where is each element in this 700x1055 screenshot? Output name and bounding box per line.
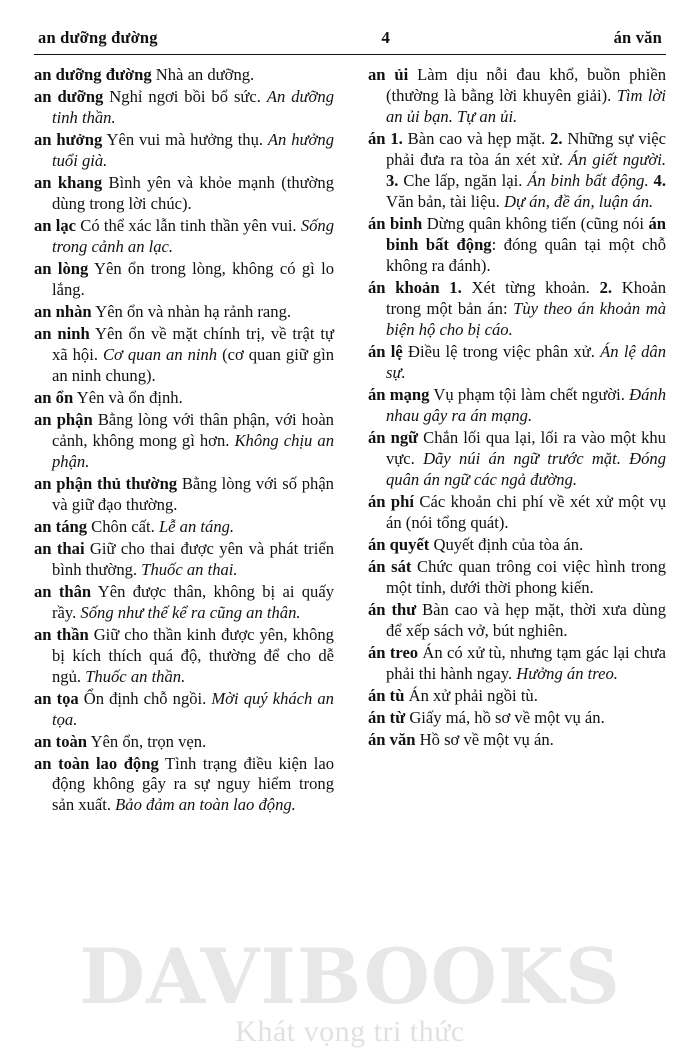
entry-definition: Nhà an dưỡng. — [151, 65, 255, 84]
body-columns — [34, 65, 666, 1010]
entry-headword: an dưỡng đường — [34, 65, 152, 84]
entry-headword: án quyết — [368, 534, 430, 554]
entry-headword: an ủi — [368, 65, 409, 84]
entry-headword: án văn — [368, 729, 416, 749]
dictionary-entry — [368, 385, 666, 427]
entry-definition: 1. Bàn cao và hẹp mặt. 2. Những sự việc phải đưa ra tòa án xét xử. Án giết người. 3. Che lấp, ngăn lại. Án binh bất động. 4. Văn bản, tài liệu. Dự án, đề án, luận án. — [386, 128, 666, 211]
entry-headword: án từ — [368, 707, 406, 727]
dictionary-entry — [368, 428, 666, 491]
dictionary-entry — [34, 754, 334, 817]
dictionary-entry — [368, 557, 666, 599]
dictionary-entry — [34, 410, 334, 473]
running-head-right: án văn — [613, 28, 662, 47]
dictionary-entry — [34, 324, 334, 387]
entry-definition: Bằng lòng với thân phận, với hoàn cảnh, không mong gì hơn. Không chịu an phận. — [52, 409, 335, 471]
watermark-sub: Khát vọng tri thức — [235, 1015, 465, 1048]
entry-definition: Yên vui mà hưởng thụ. An hưởng tuổi già. — [52, 129, 334, 170]
dictionary-entry — [34, 87, 334, 129]
entry-definition: Hồ sơ về một vụ án. — [415, 729, 554, 749]
entry-definition: Tình trạng điều kiện lao động không gây ra sự nguy hiểm trong sản xuất. Bảo đảm an toàn lao động. — [52, 753, 334, 815]
dictionary-entry — [368, 278, 666, 341]
entry-definition: Chôn cất. Lễ an táng. — [87, 516, 235, 536]
entry-definition: Bình yên và khỏe mạnh (thường dùng trong lời chúc). — [52, 172, 334, 213]
entry-headword: an toàn lao động — [34, 753, 159, 773]
entry-headword: án tù — [368, 685, 405, 705]
entry-definition: Làm dịu nỗi đau khổ, buồn phiền (thường là bằng lời khuyên giải). Tìm lời an ủi bạn. Tự an ủi. — [386, 65, 666, 126]
entry-headword: án mạng — [368, 384, 430, 404]
entry-definition: Có thể xác lẫn tinh thần yên vui. Sống trong cảnh an lạc. — [52, 215, 335, 256]
dictionary-entry — [34, 302, 334, 323]
entry-headword: án khoản — [368, 277, 440, 297]
entry-definition: Các khoản chi phí về xét xử một vụ án (nói tổng quát). — [386, 491, 667, 532]
entry-definition: Nghỉ ngơi bồi bổ sức. An dưỡng tinh thần. — [52, 86, 334, 127]
entry-definition: 1. Xét từng khoản. 2. Khoản trong một bản án: Tùy theo án khoản mà biện hộ cho bị cáo. — [386, 277, 666, 339]
entry-definition: Vụ phạm tội làm chết người. Đánh nhau gây ra án mạng. — [386, 384, 666, 425]
dictionary-entry — [368, 129, 666, 213]
entry-headword: án thư — [368, 599, 417, 619]
entry-headword: an táng — [34, 516, 88, 536]
dictionary-entry — [368, 708, 666, 729]
column-right — [350, 65, 666, 1010]
dictionary-entry — [34, 173, 334, 215]
entry-headword: an lạc — [34, 215, 77, 235]
entry-definition: Án có xử tù, nhưng tạm gác lại chưa phải thi hành ngay. Hưởng án treo. — [386, 642, 666, 683]
dictionary-entry — [34, 130, 334, 172]
dictionary-entry — [368, 214, 666, 277]
dictionary-entry — [368, 65, 666, 128]
dictionary-entry — [368, 730, 666, 751]
dictionary-entry — [34, 539, 334, 581]
entry-definition: Yên được thân, không bị ai quấy rầy. Sống như thế kể ra cũng an thân. — [52, 581, 334, 622]
entry-headword: an tọa — [34, 688, 79, 708]
dictionary-entry — [34, 582, 334, 624]
entry-definition: Giấy má, hồ sơ về một vụ án. — [405, 707, 605, 727]
entry-headword: an thai — [34, 538, 85, 558]
entry-headword: án — [368, 128, 386, 148]
entry-definition: Yên ổn, trọn vẹn. — [87, 731, 207, 751]
dictionary-entry — [34, 65, 334, 86]
dictionary-entry — [34, 517, 334, 538]
entry-definition: Chắn lối qua lại, lối ra vào một khu vực. Dãy núi án ngữ trước mặt. Đóng quân án ngữ các ngả đường. — [386, 427, 667, 489]
dictionary-entry — [368, 342, 666, 384]
entry-headword: an hưởng — [34, 129, 103, 149]
entry-definition: Bằng lòng với số phận và giữ đạo thường. — [52, 473, 334, 514]
entry-definition: Án xử phải ngồi tù. — [404, 685, 538, 705]
entry-definition: Giữ cho thần kinh được yên, không bị kích thích quá độ, thường để cho dễ ngủ. Thuốc an thần. — [52, 624, 334, 686]
entry-headword: an nhàn — [34, 301, 92, 321]
entry-headword: án lệ — [368, 341, 403, 361]
entry-headword: an ổn — [34, 387, 74, 407]
entry-headword: án sát — [368, 556, 412, 576]
entry-definition: Dừng quân không tiến (cũng nói án binh bất động: đóng quân tại một chỗ không ra đánh). — [386, 213, 666, 275]
entry-headword: an phận — [34, 409, 93, 429]
entry-definition: Quyết định của tòa án. — [429, 534, 584, 554]
running-head — [34, 28, 666, 54]
entry-definition: Ổn định chỗ ngồi. Mời quý khách an tọa. — [52, 688, 334, 729]
entry-headword: án ngữ — [368, 427, 419, 447]
watermark-main: DAVIBOOKS — [79, 931, 621, 1021]
entry-headword: an toàn — [34, 731, 88, 751]
dictionary-entry — [368, 643, 666, 685]
header-rule — [34, 54, 666, 55]
running-head-left: an dưỡng đường — [38, 28, 158, 47]
entry-definition: Điều lệ trong việc phân xử. Án lệ dân sự. — [386, 341, 666, 382]
dictionary-entry — [368, 535, 666, 556]
dictionary-entry — [34, 732, 334, 753]
dictionary-entry — [34, 689, 334, 731]
entry-headword: án phí — [368, 491, 414, 511]
entry-definition: Giữ cho thai được yên và phát triển bình thường. Thuốc an thai. — [52, 538, 334, 579]
entry-definition: Yên ổn và nhàn hạ rảnh rang. — [91, 301, 292, 321]
dictionary-entry — [368, 492, 666, 534]
entry-headword: an thân — [34, 581, 92, 601]
page-number: 4 — [381, 28, 391, 47]
dictionary-entry — [368, 686, 666, 707]
entry-headword: án binh — [368, 213, 423, 233]
entry-headword: an ninh — [34, 323, 90, 343]
entry-definition: Yên ổn về mặt chính trị, về trật tự xã hội. Cơ quan an ninh (cơ quan giữ gìn an ninh chung). — [52, 323, 335, 385]
dictionary-entry — [34, 259, 334, 301]
entry-definition: Yên ổn trong lòng, không có gì lo lắng. — [52, 258, 335, 299]
entry-headword: an khang — [34, 172, 103, 192]
entry-definition: Yên và ổn định. — [73, 387, 183, 407]
dictionary-entry — [34, 474, 334, 516]
dictionary-entry — [34, 625, 334, 688]
entry-definition: Bàn cao và hẹp mặt, thời xưa dùng để xếp sách vở, bút nghiên. — [386, 599, 666, 640]
entry-headword: an lòng — [34, 258, 89, 278]
dictionary-entry — [34, 388, 334, 409]
dictionary-entry — [34, 216, 334, 258]
dictionary-entry — [368, 600, 666, 642]
entry-headword: án treo — [368, 642, 419, 662]
entry-headword: an thần — [34, 624, 89, 644]
entry-definition: Chức quan trông coi việc hình trong một tỉnh, dưới thời phong kiến. — [386, 556, 666, 597]
column-left — [34, 65, 350, 1010]
entry-headword: an phận thủ thường — [34, 473, 178, 493]
entry-headword: an dưỡng — [34, 86, 104, 106]
